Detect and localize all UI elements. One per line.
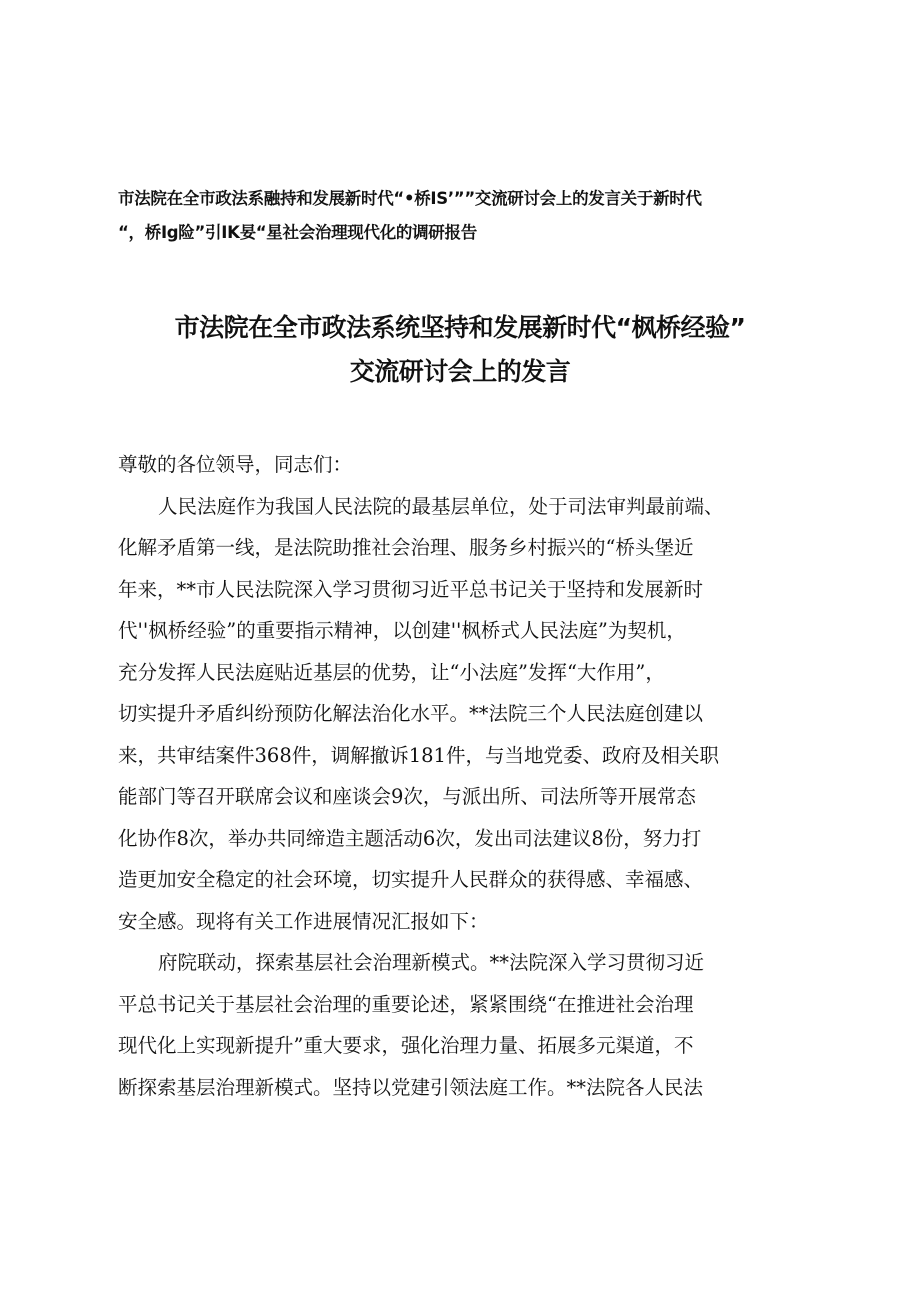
paragraph-line: 来，共审结案件368件，调解撤诉181件，与当地党委、政府及相关职: [118, 743, 719, 767]
paragraph-line: 切实提升矛盾纠纷预防化解法治化水平。**法院三个人民法庭创建以: [118, 702, 704, 725]
header-line-1: 市法院在全市政法系融持和发展新时代“•桥IS’””交流研讨会上的发言关于新时代: [118, 189, 702, 208]
paragraph-line: 化协作8次，举办共同缔造主题活动6次，发出司法建议8份，努力打: [118, 826, 702, 850]
paragraph-line: 造更加安全稳定的社会环境，切实提升人民群众的获得感、幸福感、: [118, 868, 704, 891]
header-line-2: “，桥Ig险”引IK妟“星社会治理现代化的调研报告: [118, 223, 477, 242]
paragraph-line: 平总书记关于基层社会治理的重要论述，紧紧围绕“在推进社会治理: [118, 992, 694, 1016]
document-body: [118, 444, 830, 1108]
paragraph-line: 断探索基层治理新模式。坚持以党建引领法庭工作。**法院各人民法: [118, 1075, 704, 1099]
paragraph-line: 府院联动，探索基层社会治理新模式。**法院深入学习贯彻习近: [158, 951, 705, 974]
paragraph-line: 充分发挥人民法庭贴近基层的优势，让“小法庭”发挥“大作用”，: [118, 660, 665, 684]
greeting: 尊敬的各位领导，同志们：: [118, 453, 353, 476]
paragraph-line: 现代化上实现新提升”重大要求，强化治理力量、拓展多元渠道，不: [118, 1034, 694, 1057]
paragraph-line: 安全感。现将有关工作进展情况汇报如下：: [118, 909, 489, 933]
paragraph-line: 代''枫桥经验”的重要指示精神，以创建''枫桥式人民法庭”为契机，: [118, 619, 686, 642]
title-line-2: 交流研讨会上的发言: [349, 357, 571, 386]
document-header: [118, 182, 818, 250]
paragraph-line: 年来，**市人民法院深入学习贯彻习近平总书记关于坚持和发展新时: [118, 577, 704, 601]
paragraph-line: 人民法庭作为我国人民法院的最基层单位，处于司法审判最前端、: [158, 494, 724, 518]
title-line-1: 市法院在全市政法系统坚持和发展新时代“枫桥经验”: [174, 313, 746, 342]
document-title: [0, 306, 920, 394]
paragraph-line: 化解矛盾第一线，是法院助推社会治理、服务乡村振兴的“桥头堡近: [118, 536, 694, 559]
paragraph-line: 能部门等召开联席会议和座谈会9次，与派出所、司法所等开展常态: [118, 785, 696, 808]
